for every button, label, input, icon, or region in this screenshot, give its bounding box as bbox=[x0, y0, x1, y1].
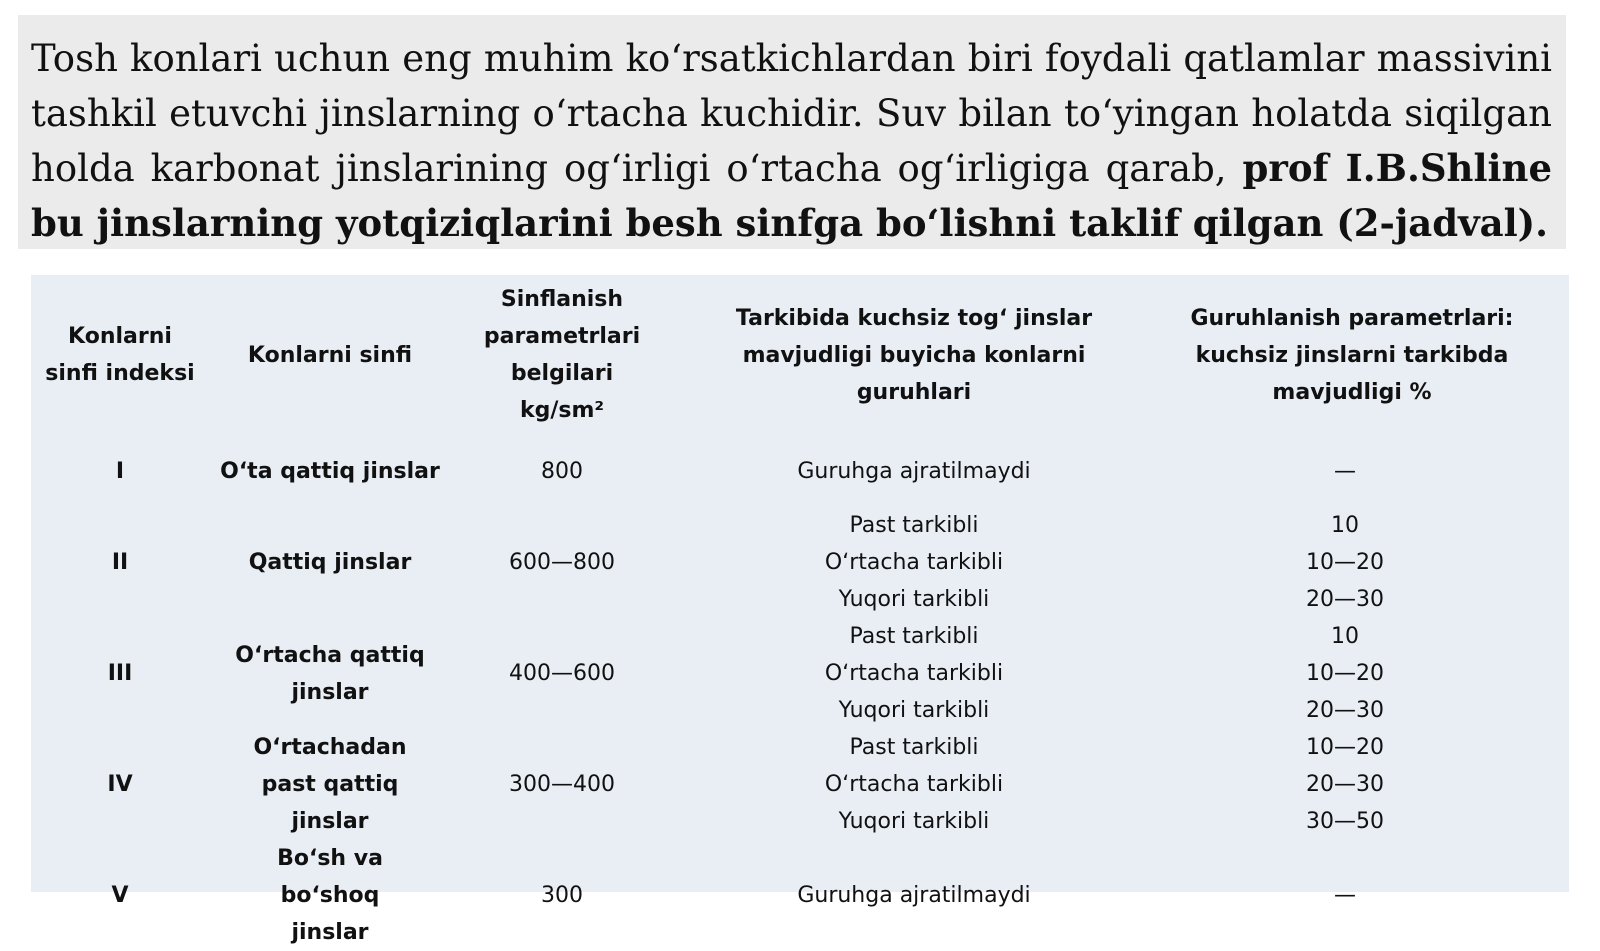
row-groups bbox=[673, 507, 1155, 618]
row-percents bbox=[1155, 507, 1535, 618]
row-class-name: Qattiq jinslar bbox=[248, 550, 412, 575]
header-class-index: Konlarni sinfi indeksi bbox=[45, 324, 195, 386]
percent-item: 10—20 bbox=[1306, 550, 1384, 575]
group-item: Yuqori tarkibli bbox=[838, 809, 990, 834]
table-row bbox=[31, 729, 1535, 840]
table-row bbox=[31, 840, 1535, 951]
row-percents bbox=[1155, 618, 1535, 729]
percent-item: 30—50 bbox=[1306, 809, 1384, 834]
intro-paragraph bbox=[18, 15, 1566, 249]
row-index: IV bbox=[107, 772, 133, 797]
row-param: 600—800 bbox=[509, 550, 615, 575]
percent-item: 20—30 bbox=[1306, 587, 1384, 612]
row-percent: — bbox=[1334, 458, 1356, 484]
percent-item: 10—20 bbox=[1306, 661, 1384, 686]
row-groups bbox=[673, 618, 1155, 729]
group-item: Past tarkibli bbox=[849, 513, 979, 538]
percent-item: 10 bbox=[1331, 624, 1359, 649]
header-percent: Guruhlanish parametrlari: kuchsiz jinslarni tarkibda mavjudligi % bbox=[1190, 305, 1514, 405]
group-item: Oʻrtacha tarkibli bbox=[824, 772, 1004, 797]
row-class-name: Oʻta qattiq jinslar bbox=[220, 458, 440, 484]
row-index: III bbox=[107, 661, 133, 686]
table-row bbox=[31, 618, 1535, 729]
intro-bold-text: prof I.B.Shline bu jinslarning yotqiziqlarini besh sinfga boʻlishni taklif qilgan (2-jadval). bbox=[31, 146, 1552, 245]
group-item: Yuqori tarkibli bbox=[838, 698, 990, 723]
group-item: Oʻrtacha tarkibli bbox=[824, 550, 1004, 575]
group-item: Oʻrtacha tarkibli bbox=[824, 661, 1004, 686]
group-item: Yuqori tarkibli bbox=[838, 587, 990, 612]
row-class-name: Oʻrtacha qattiq jinslar bbox=[235, 642, 425, 705]
row-group: Guruhga ajratilmaydi bbox=[797, 883, 1031, 908]
header-groups: Tarkibida kuchsiz togʻ jinslar mavjudligi buyicha konlarni guruhlari bbox=[735, 305, 1093, 405]
row-groups bbox=[673, 729, 1155, 840]
row-index: V bbox=[111, 883, 129, 908]
row-param: 300—400 bbox=[509, 772, 615, 797]
header-parameters: Sinflanish parametrlari belgilari kg/sm² bbox=[483, 287, 641, 423]
percent-item: 10—20 bbox=[1306, 735, 1384, 760]
row-group: Guruhga ajratilmaydi bbox=[797, 458, 1031, 484]
row-class-name: Oʻrtachadan past qattiq jinslar bbox=[253, 735, 407, 834]
group-item: Past tarkibli bbox=[849, 735, 979, 760]
row-class-name: Boʻsh va boʻshoq jinslar bbox=[277, 846, 383, 945]
row-index: I bbox=[115, 458, 125, 484]
row-index: II bbox=[111, 550, 129, 575]
header-class-name: Konlarni sinfi bbox=[247, 342, 413, 368]
row-percent: — bbox=[1334, 883, 1356, 908]
row-param: 300 bbox=[541, 883, 583, 908]
row-param: 400—600 bbox=[509, 661, 615, 686]
classification-table bbox=[31, 275, 1535, 951]
intro-text: Tosh konlari uchun eng muhim koʻrsatkichlardan biri foydali qatlamlar massivini tashkil etuvchi jinslarning oʻrtacha kuchidir. Suv bilan toʻyingan holatda siqilgan holda karbonat jinslarining ogʻirligi oʻrtacha ogʻirligiga qarab, bbox=[31, 37, 1552, 190]
table-header-row bbox=[31, 275, 1535, 435]
table-row bbox=[31, 435, 1535, 507]
table-row bbox=[31, 507, 1535, 618]
percent-item: 20—30 bbox=[1306, 698, 1384, 723]
percent-item: 20—30 bbox=[1306, 772, 1384, 797]
row-param: 800 bbox=[541, 458, 583, 484]
row-percents bbox=[1155, 729, 1535, 840]
classification-table-panel bbox=[31, 275, 1569, 945]
percent-item: 10 bbox=[1331, 513, 1359, 538]
group-item: Past tarkibli bbox=[849, 624, 979, 649]
